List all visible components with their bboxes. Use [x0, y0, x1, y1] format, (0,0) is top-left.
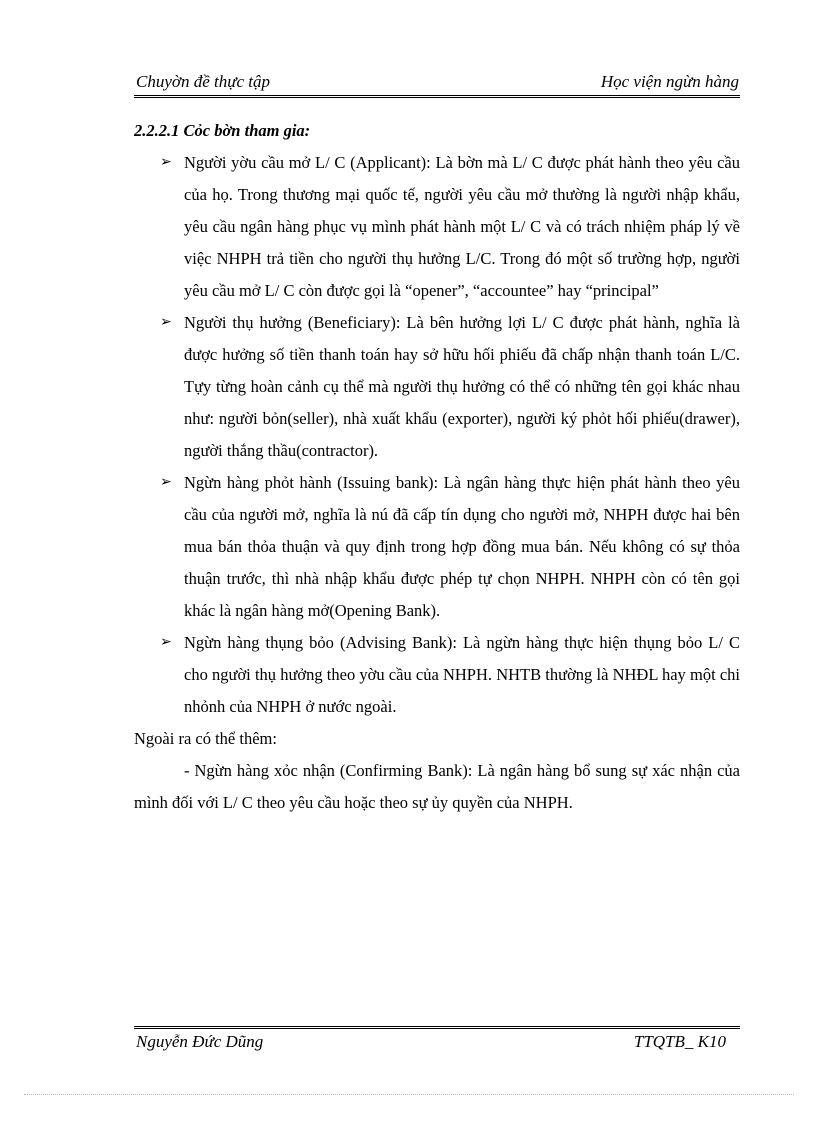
footer-divider	[134, 1026, 740, 1029]
arrow-bullet-icon: ➢	[160, 475, 172, 490]
header-institution: Học viện ngừn hàng	[600, 72, 739, 91]
page-edge-line	[24, 1094, 794, 1095]
bullet-text: Người yờu cầu mở L/ C (Applicant): Là bờn mà L/ C được phát hành theo yêu cầu của họ. Trong thương mại quốc tế, người yêu cầu mở thường là người nhập khẩu, yêu cầu ngân hàng phục vụ mình phát hành một L/ C và có trách nhiệm pháp lý về việc NHPH trả tiền cho người thụ hưởng L/C. Trong đó một số trường hợp, người yêu cầu mở L/ C còn được gọi là “opener”, “accountee” hay “principal”	[184, 153, 740, 300]
section-heading: 2.2.2.1 Cỏc bờn tham gia:	[134, 121, 311, 140]
arrow-bullet-icon: ➢	[160, 635, 172, 650]
extra-item-confirming-bank: - Ngừn hàng xỏc nhận (Confirming Bank): Là ngân hàng bổ sung sự xác nhận của mình đối với L/ C theo yêu cầu hoặc theo sự ủy quyền của NHPH.	[134, 761, 740, 812]
bullet-issuing-bank	[134, 467, 740, 627]
bullet-text: Ngừn hàng thụng bỏo (Advising Bank): Là ngừn hàng thực hiện thụng bỏo L/ C cho người thụ hưởng theo yờu cầu của NHPH. NHTB thường là NHĐL hay một chi nhỏnh của NHPH ở nước ngoài.	[184, 633, 740, 716]
page-header	[136, 72, 739, 94]
arrow-bullet-icon: ➢	[160, 315, 172, 330]
bullet-beneficiary	[134, 307, 740, 467]
extra-intro: Ngoài ra có thể thêm:	[134, 729, 277, 748]
arrow-bullet-icon: ➢	[160, 155, 172, 170]
footer-class-code: TTQTB_ K10	[633, 1032, 726, 1051]
bullet-advising-bank	[134, 627, 740, 723]
bullet-text: Người thụ hưởng (Beneficiary): Là bên hưởng lợi L/ C được phát hành, nghĩa là được hưởng số tiền thanh toán hay sở hữu hối phiếu đã chấp nhận thanh toán L/C. Tựy từng hoàn cảnh cụ thể mà người thụ hưởng có thể có những tên gọi khác nhau như: người bỏn(seller), nhà xuất khẩu (exporter), người ký phỏt hối phiếu(drawer), người thắng thầu(contractor).	[184, 313, 740, 460]
footer-author: Nguyễn Đức Dũng	[136, 1032, 264, 1051]
page-body	[134, 115, 740, 819]
bullet-applicant	[134, 147, 740, 307]
header-doc-type: Chuyờn đề thực tập	[136, 72, 271, 91]
bullet-text: Ngừn hàng phỏt hành (Issuing bank): Là ngân hàng thực hiện phát hành theo yêu cầu của người mở, nghĩa là nú đã cấp tín dụng cho người mở, NHPH được hai bên mua bán thỏa thuận và quy định trong hợp đồng mua bán. Nếu không có sự thỏa thuận trước, thì nhà nhập khẩu được phép tự chọn NHPH. NHPH còn có tên gọi khác là ngân hàng mở(Opening Bank).	[184, 473, 740, 620]
header-divider	[134, 95, 740, 98]
